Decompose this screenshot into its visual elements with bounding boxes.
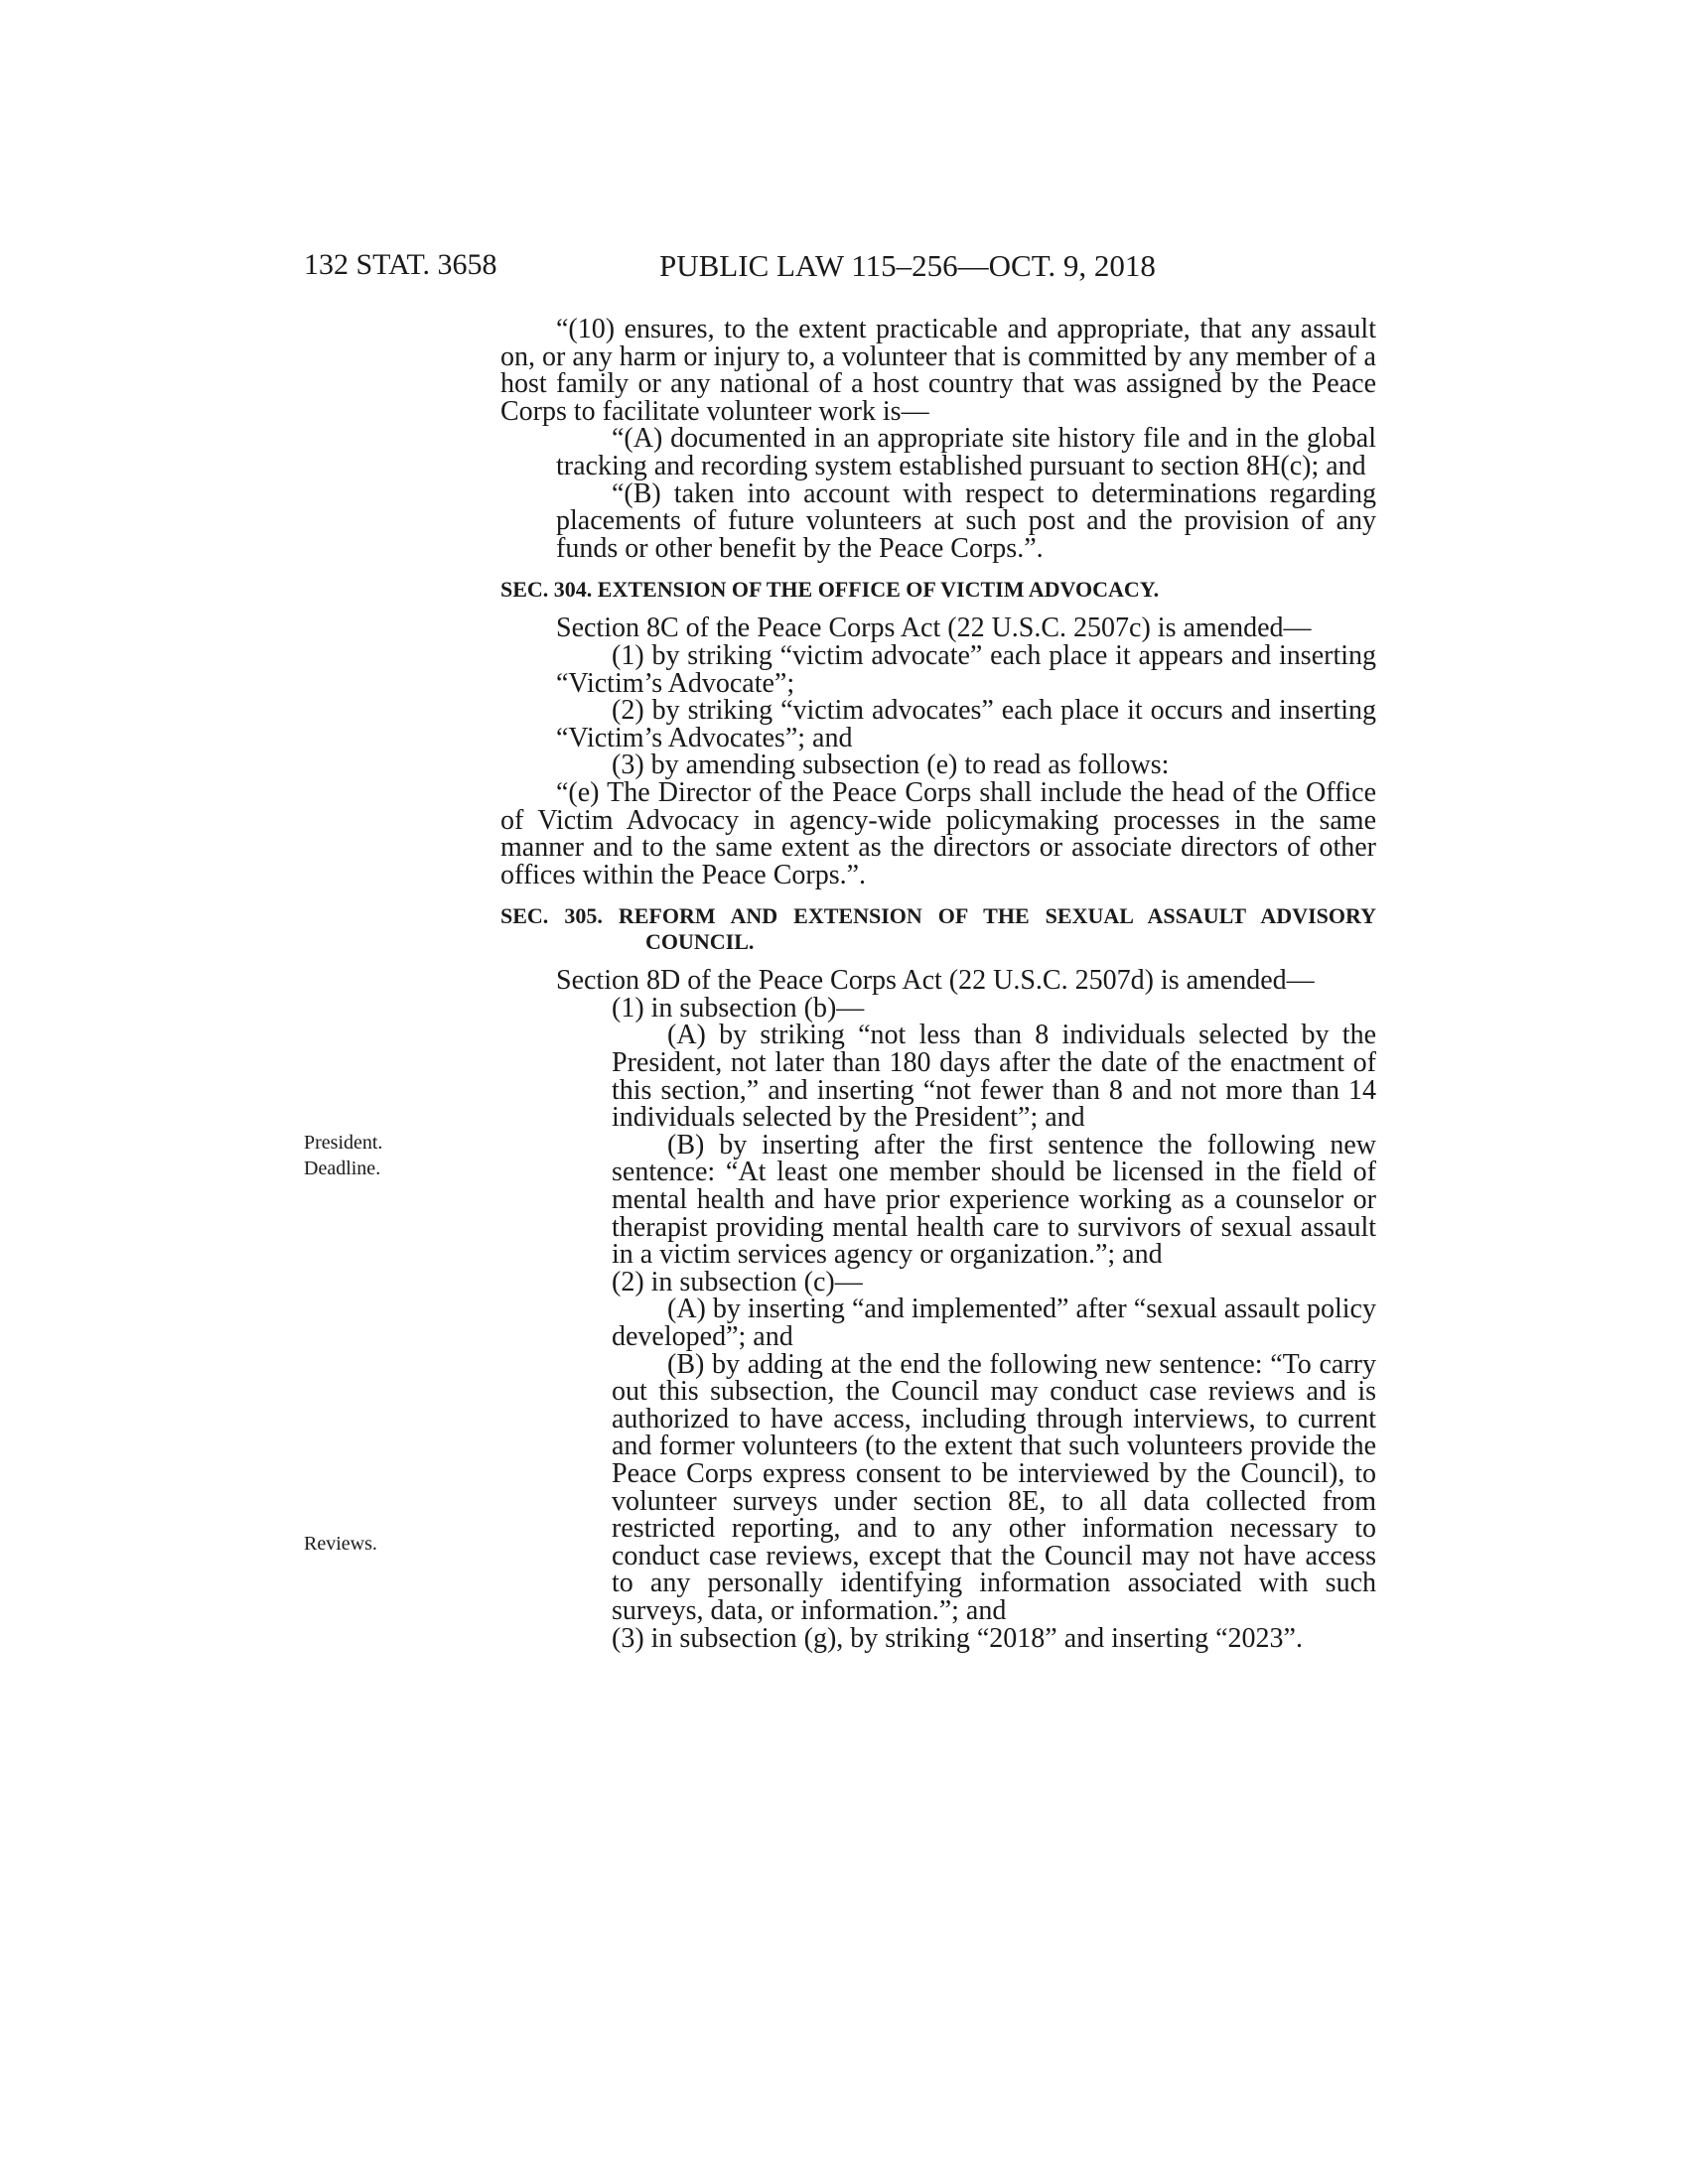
section-304-subsection-e: “(e) The Director of the Peace Corps shall include the head of the Office of Victim Advocacy in agency-wide policymaking processes in the same manner and to the same extent as the directors or associate directors of other offices within the Peace Corps.”. [500, 776, 1376, 890]
section-305-item-1-b: (B) by inserting after the first sentence the following new sentence: “At least one member should be licensed in the field of mental health and have prior experience working as a counselor or therapist providing mental health care to survivors of sexual assault in a victim services agency or organization.”; and [612, 1129, 1376, 1271]
margin-note-president: President. [304, 1132, 383, 1154]
section-304-heading: SEC. 304. EXTENSION OF THE OFFICE OF VICTIM ADVOCACY. [500, 577, 1160, 603]
margin-note-president-deadline [304, 1130, 382, 1181]
section-305-item-2-a: (A) by inserting “and implemented” after “sexual assault policy developed”; and [612, 1294, 1376, 1352]
section-305-intro: Section 8D of the Peace Corps Act (22 U.S.C. 2507d) is amended— [556, 965, 1315, 997]
section-305-item-1-a: (A) by striking “not less than 8 individuals selected by the President, not later than 180 days after the date of the enactment of this section,” and inserting “not fewer than 8 and not more than 14 individuals selected by the President”; and [612, 1020, 1376, 1134]
section-305-item-3: (3) in subsection (g), by striking “2018” and inserting “2023”. [612, 1622, 1303, 1654]
section-304-item-1: (1) by striking “victim advocate” each place it appears and inserting “Victim’s Advocate”; [556, 639, 1376, 699]
section-305-heading [500, 903, 1376, 955]
margin-note-deadline: Deadline. [304, 1158, 381, 1179]
paragraph-10-b: “(B) taken into account with respect to determinations regarding placements of future volunteers at such post and the provision of any funds or other benefit by the Peace Corps.”. [556, 478, 1376, 564]
section-305-item-2-b: (B) by adding at the end the following new sentence: “To carry out this subsection, the Council may conduct case reviews and is authorized to have access, including through interviews, to current and former volunteers (to the extent that such volunteers provide the Peace Corps express consent to be interviewed by the Council), to volunteer surveys under section 8E, to all data collected from restricted reporting, and to any other information necessary to conduct case reviews, except that the Council may not have access to any personally identifying information associated with such surveys, data, or information.”; and [612, 1348, 1376, 1626]
public-law-title: PUBLIC LAW 115–256—OCT. 9, 2018 [659, 248, 1156, 283]
page-header [0, 248, 1688, 288]
section-305-item-1: (1) in subsection (b)— [612, 992, 865, 1024]
section-305-item-2: (2) in subsection (c)— [612, 1266, 863, 1297]
margin-note-reviews: Reviews. [304, 1533, 377, 1555]
section-305-heading-text: SEC. 305. REFORM AND EXTENSION OF THE SEXUAL ASSAULT ADVISORY COUNCIL. [500, 903, 1376, 955]
section-304-intro: Section 8C of the Peace Corps Act (22 U.S.C. 2507c) is amended— [556, 613, 1312, 644]
document-body [500, 316, 1376, 1652]
section-304-item-3: (3) by amending subsection (e) to read as follows: [612, 750, 1170, 781]
paragraph-10-a: “(A) documented in an appropriate site history file and in the global tracking and recording system established pursuant to section 8H(c); and [556, 423, 1376, 481]
section-304-item-2: (2) by striking “victim advocates” each place it occurs and inserting “Victim’s Advocates”; and [556, 695, 1376, 753]
paragraph-10: “(10) ensures, to the extent practicable and appropriate, that any assault on, or any harm or injury to, a volunteer that is committed by any member of a host family or any national of a host country that was assigned by the Peace Corps to facilitate volunteer work is— [500, 314, 1376, 427]
stat-page-number: 132 STAT. 3658 [304, 248, 497, 281]
